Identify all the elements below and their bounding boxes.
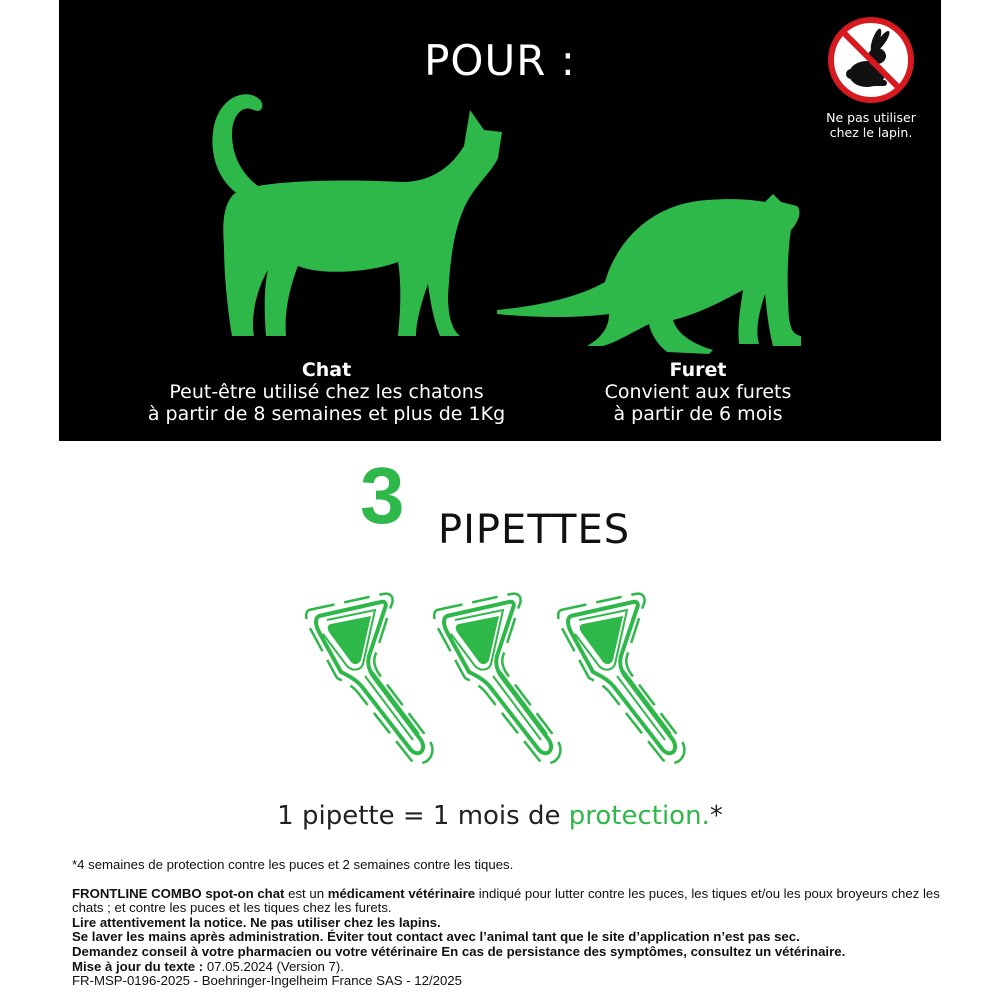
legal-text [72,858,972,989]
pipette-count: 3 [360,451,405,540]
legal-line-4: Demandez conseil à votre pharmacien ou votre vétérinaire En cas de persistance des symptômes, consultez un vétérinaire. [72,943,846,959]
cat-caption [119,359,534,425]
pipette-icon [306,594,432,764]
footnote: *4 semaines de protection contre les puces et 2 semaines contre les tiques. [72,857,514,872]
pipettes-illustration [305,582,705,764]
tagline-prefix: 1 pipette = 1 mois de [277,801,569,831]
no-rabbit-warning: Ne pas utiliser chez le lapin. [826,110,916,140]
ferret-name: Furet [669,359,727,381]
tagline-suffix: * [709,801,723,831]
reference-code: FR-MSP-0196-2025 - Boehringer-Ingelheim France SAS - 12/2025 [72,973,462,989]
pipette-icon [434,594,560,764]
cat-line2: à partir de 8 semaines et plus de 1Kg [147,403,506,425]
legal-line-2: Lire attentivement la notice. Ne pas utiliser chez les lapins. [72,914,441,930]
protection-tagline [0,801,1000,831]
ferret-line2: à partir de 6 mois [613,403,783,425]
species-panel [59,0,941,441]
ferret-icon [497,194,802,354]
legal-paragraph-1: FRONTLINE COMBO spot-on chat est un médicament vétérinaire indiqué pour lutter contre les puces, les tiques et/ou les poux broyeurs chez les chats ; et contre les puces et les tiques chez les furets. [72,885,940,916]
cat-icon [202,86,502,338]
pipette-count-label: PIPETTES [438,507,631,553]
panel-title: POUR : [424,36,576,85]
tagline-highlight: protection. [568,801,710,831]
cat-name: Chat [301,359,352,381]
cat-line1: Peut-être utilisé chez les chatons [169,381,484,403]
legal-line-3: Se laver les mains après administration. Éviter tout contact avec l’animal tant que le site d’application n’est pas sec. [72,929,800,945]
no-rabbit-icon [827,16,915,104]
update-date: Mise à jour du texte : 07.05.2024 (Version 7). [72,958,344,974]
ferret-caption [574,359,822,425]
ferret-line1: Convient aux furets [604,381,792,403]
pipette-icon [558,594,684,764]
